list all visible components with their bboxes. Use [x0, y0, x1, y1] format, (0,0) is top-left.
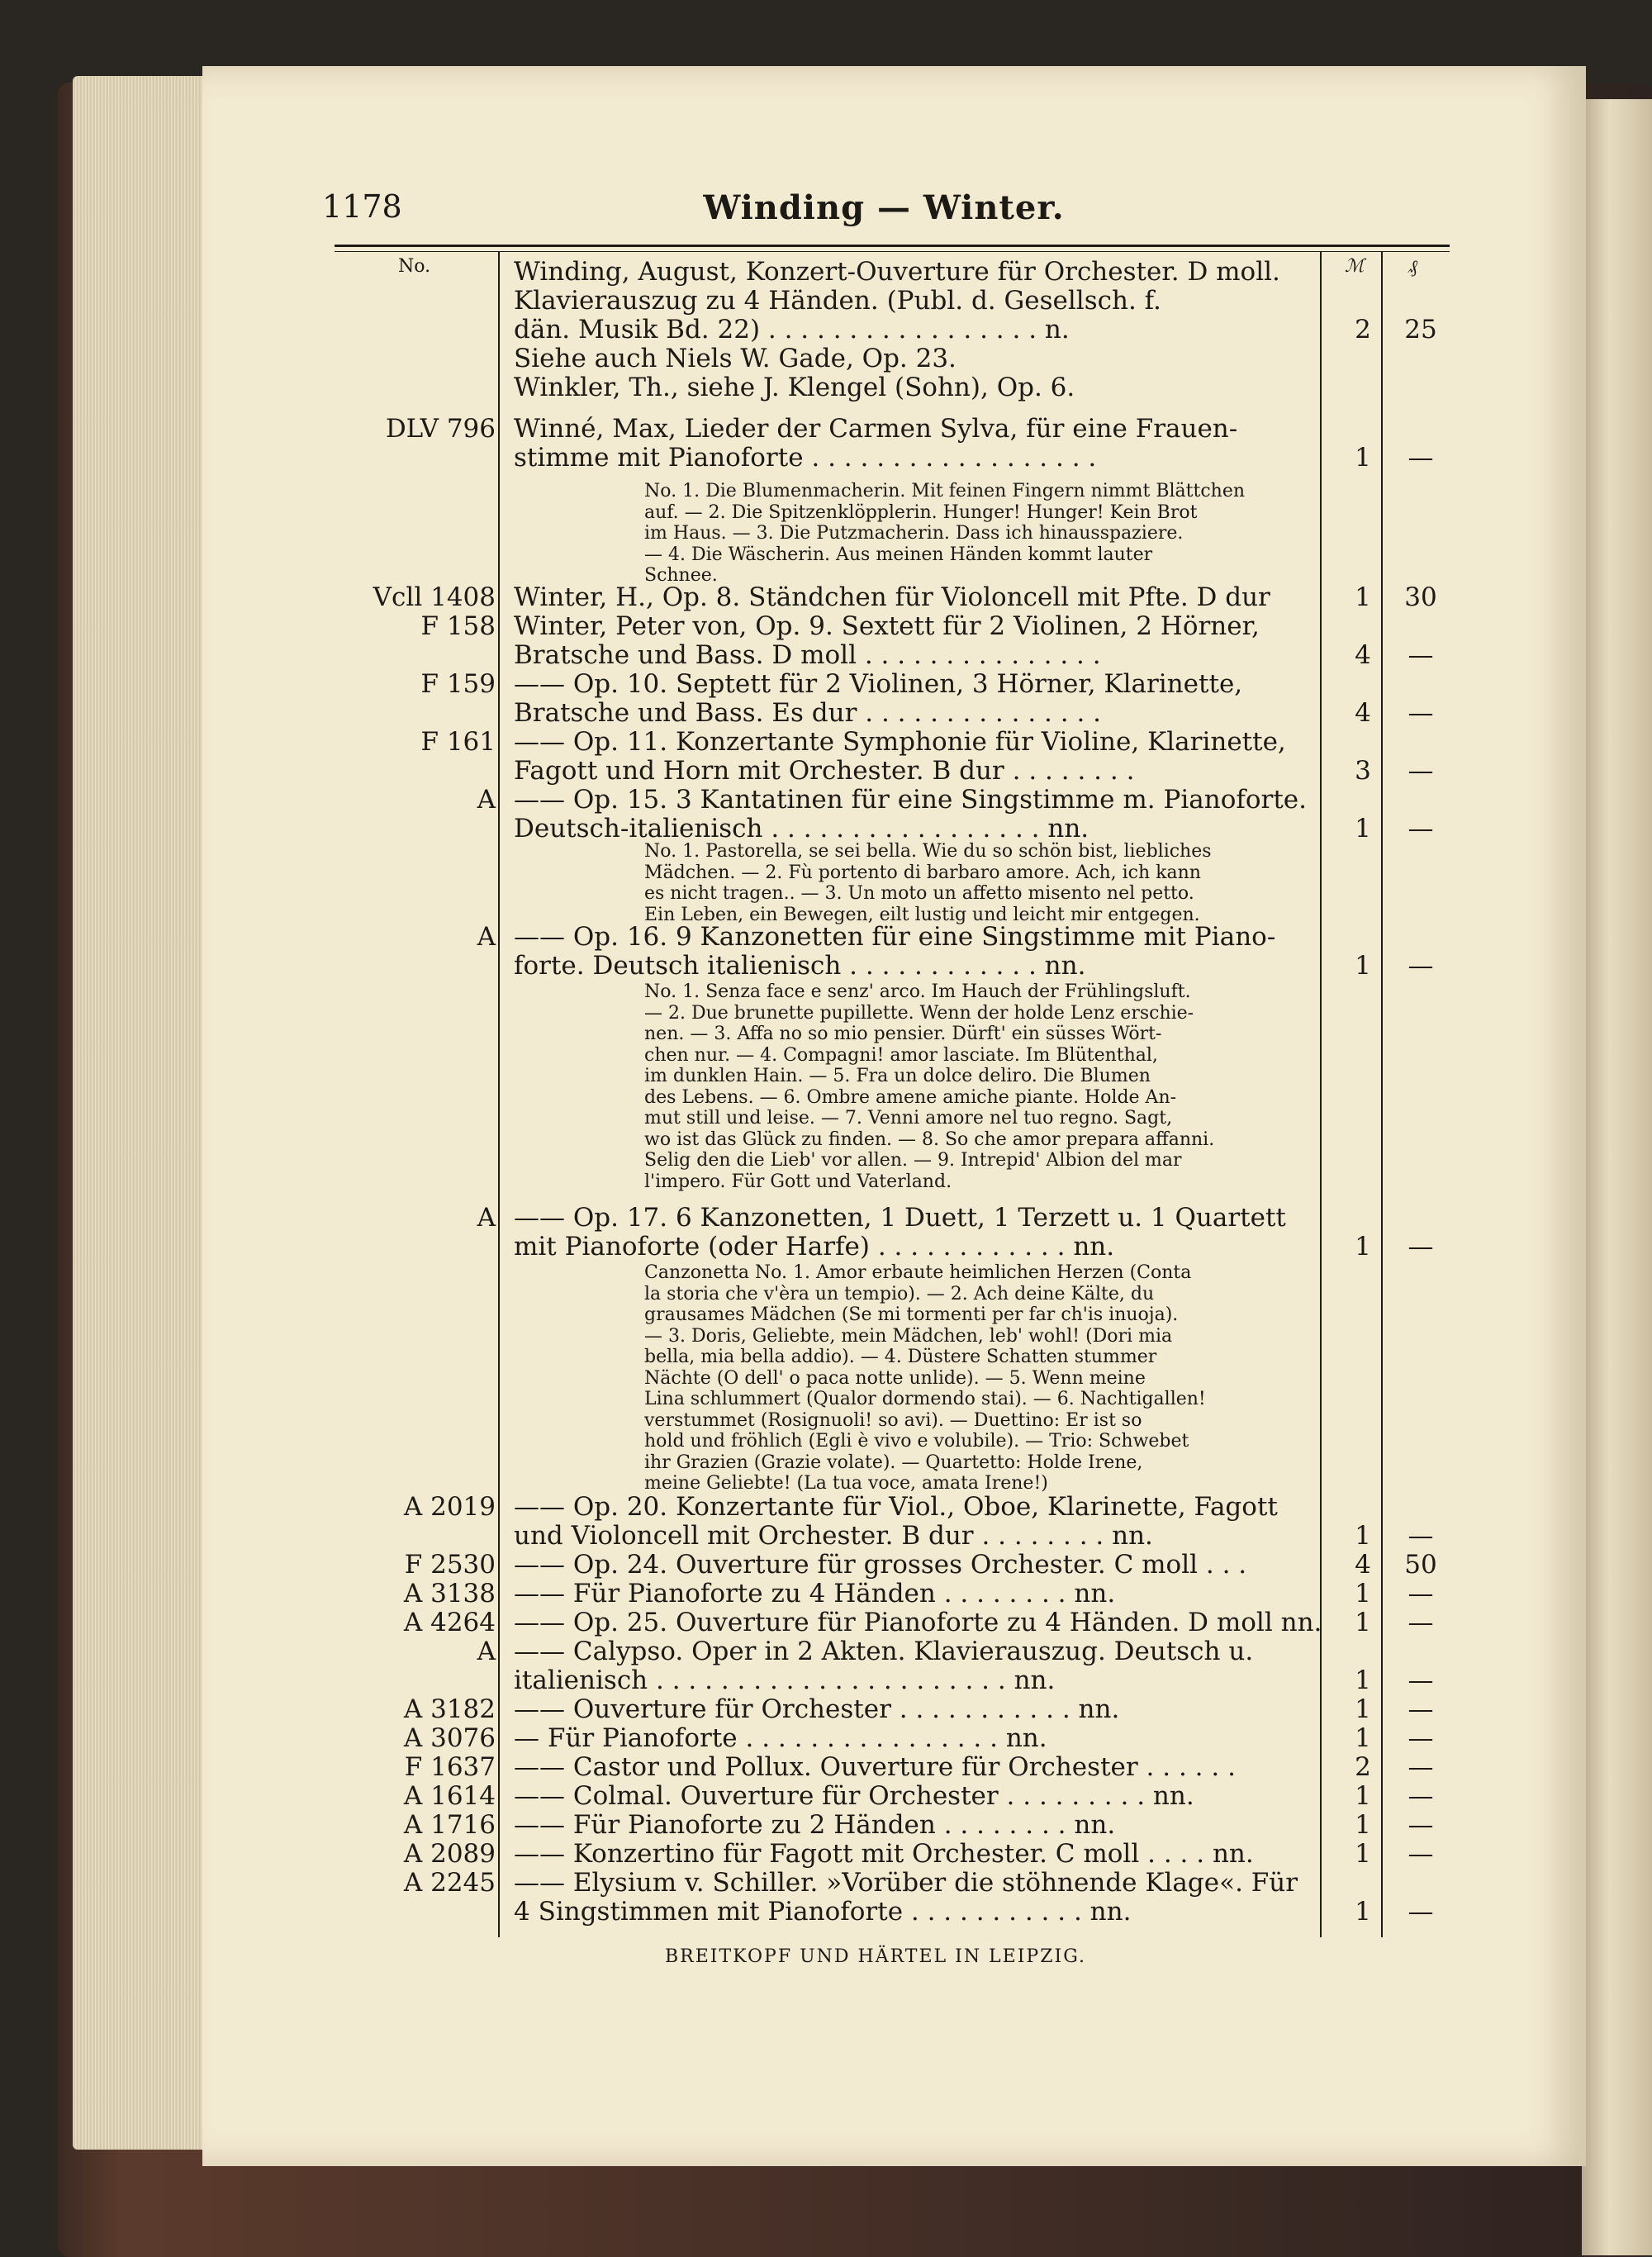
- note-line: — 3. Doris, Geliebte, mein Mädchen, leb' wohl! (Dori mia: [644, 1325, 1173, 1347]
- note-line: Nächte (O dell' o paca notte unlide). — 5. Wenn meine: [644, 1367, 1146, 1389]
- entry-row: [330, 1869, 1454, 1898]
- entry-text: —— Colmal. Ouverture für Orchester . . . . . . . . . nn.: [514, 1781, 1194, 1811]
- entry-number: Vcll 1408: [373, 582, 496, 612]
- entry-text: —— Op. 11. Konzertante Symphonie für Violine, Klarinette,: [514, 727, 1286, 757]
- note-line: mut still und leise. — 7. Venni amore nel tuo regno. Sagt,: [644, 1108, 1173, 1128]
- entry-row: [330, 923, 1454, 952]
- entry-price-pf: —: [1408, 443, 1434, 473]
- entry-price-pf: —: [1408, 1521, 1434, 1551]
- note-line: ihr Grazien (Grazie volate). — Quartetto: Holde Irene,: [644, 1452, 1143, 1473]
- entry-text: Fagott und Horn mit Orchester. B dur . . . . . . . .: [514, 756, 1135, 786]
- entry-row: [330, 1782, 1454, 1811]
- note-line: meine Geliebte! (La tua voce, amata Irene!): [644, 1473, 1048, 1494]
- entry-number: A 3138: [403, 1579, 496, 1608]
- entry-text: —— Op. 25. Ouverture für Pianoforte zu 4 Händen. D moll nn.: [514, 1608, 1322, 1637]
- note-op16-canzonets: [644, 981, 1313, 1192]
- entry-text: — Für Pianoforte . . . . . . . . . . . . . . . . nn.: [514, 1723, 1047, 1753]
- entry-row: [330, 1608, 1454, 1637]
- entry-price-mark: 1: [1355, 1694, 1371, 1724]
- entry-number: A: [477, 1203, 496, 1233]
- entry-price-pf: —: [1408, 1608, 1434, 1637]
- entry-price-mark: 1: [1355, 1839, 1371, 1869]
- entry-price-pf: —: [1408, 1839, 1434, 1869]
- note-line: hold und fröhlich (Egli è vivo e volubile). — Trio: Schwebet: [644, 1431, 1189, 1452]
- entry-row: [330, 815, 1454, 843]
- entry-price-mark: 2: [1355, 1752, 1371, 1782]
- note-line: l'impero. Für Gott und Vaterland.: [644, 1171, 952, 1192]
- entry-row: [330, 444, 1454, 473]
- note-line: grausames Mädchen (Se mi tormenti per far ch'is inuoja).: [644, 1304, 1179, 1325]
- entry-text: Winding, August, Konzert-Ouverture für Orchester. D moll.: [514, 257, 1280, 287]
- note-op15-cantatinas: [644, 841, 1313, 925]
- entry-row: [330, 1666, 1454, 1695]
- entry-text: —— Castor und Pollux. Ouverture für Orchester . . . . . .: [514, 1752, 1236, 1782]
- note-line: im Haus. — 3. Die Putzmacherin. Dass ich hinausspaziere.: [644, 523, 1184, 544]
- entry-text: Winter, H., Op. 8. Ständchen für Violoncell mit Pfte. D dur: [514, 582, 1270, 612]
- note-line: wo ist das Glück zu finden. — 8. So che amor prepara affanni.: [644, 1128, 1215, 1150]
- entry-price-mark: 1: [1355, 1781, 1371, 1811]
- entry-row: [330, 641, 1454, 670]
- entry-text: und Violoncell mit Orchester. B dur . . . . . . . . nn.: [514, 1521, 1153, 1551]
- entry-number: A 3182: [403, 1694, 496, 1724]
- note-line: — 2. Due brunette pupillette. Wenn der holde Lenz erschie-: [644, 1002, 1194, 1024]
- entry-price-mark: 1: [1355, 443, 1371, 473]
- note-line: — 4. Die Wäscherin. Aus meinen Händen kommt lauter: [644, 544, 1153, 565]
- note-line: Mädchen. — 2. Fù portento di barbaro amore. Ach, ich kann: [644, 862, 1201, 883]
- entry-text: —— Ouverture für Orchester . . . . . . . . . . . nn.: [514, 1694, 1120, 1724]
- entry-text: Winter, Peter von, Op. 9. Sextett für 2 Violinen, 2 Hörner,: [514, 611, 1260, 641]
- note-winne-songs: [644, 481, 1313, 587]
- entry-row: [330, 316, 1454, 344]
- entry-row: [330, 373, 1454, 402]
- publisher-footer: BREITKOPF UND HÄRTEL IN LEIPZIG.: [665, 1946, 1086, 1967]
- note-line: es nicht tragen.. — 3. Un moto un affetto misento nel petto.: [644, 883, 1194, 904]
- entry-row: [330, 1204, 1454, 1233]
- column-header-mark: ℳ: [1345, 256, 1365, 277]
- entry-text: —— Für Pianoforte zu 4 Händen . . . . . . . . nn.: [514, 1579, 1116, 1608]
- entry-price-mark: 1: [1355, 582, 1371, 612]
- entry-text: mit Pianoforte (oder Harfe) . . . . . . . . . . . . nn.: [514, 1232, 1115, 1262]
- entry-text: —— Op. 15. 3 Kantatinen für eine Singstimme m. Pianoforte.: [514, 785, 1307, 815]
- entry-number: A 2019: [403, 1492, 496, 1522]
- entry-text: Bratsche und Bass. Es dur . . . . . . . . . . . . . . .: [514, 698, 1102, 728]
- entry-price-mark: 1: [1355, 1608, 1371, 1637]
- note-line: im dunklen Hain. — 5. Fra un dolce deliro. Die Blumen: [644, 1066, 1151, 1086]
- entry-price-pf: —: [1408, 1723, 1434, 1753]
- entry-row: [330, 1840, 1454, 1869]
- entry-row: [330, 757, 1454, 786]
- entry-price-mark: 1: [1355, 814, 1371, 843]
- page-title: Winding — Winter.: [703, 188, 1065, 227]
- entry-row: [330, 583, 1454, 612]
- entry-price-mark: 1: [1355, 951, 1371, 981]
- entry-row: [330, 344, 1454, 373]
- entry-row: [330, 1724, 1454, 1753]
- entry-text: —— Elysium v. Schiller. »Vorüber die stöhnende Klage«. Für: [514, 1868, 1298, 1898]
- entry-row: [330, 612, 1454, 641]
- entry-text: Deutsch-italienisch . . . . . . . . . . . . . . . . . nn.: [514, 814, 1089, 843]
- entry-price-mark: 1: [1355, 1810, 1371, 1840]
- entry-row: [330, 1811, 1454, 1840]
- entry-text: forte. Deutsch italienisch . . . . . . . . . . . . nn.: [514, 951, 1086, 981]
- page-number: 1178: [322, 188, 402, 225]
- entry-text: Winkler, Th., siehe J. Klengel (Sohn), Op. 6.: [514, 373, 1075, 402]
- entry-row: [330, 1695, 1454, 1724]
- entry-price-pf: —: [1408, 1579, 1434, 1608]
- entry-row: [330, 1637, 1454, 1666]
- entry-number: F 161: [420, 727, 496, 757]
- entry-row: [330, 952, 1454, 981]
- entry-text: —— Calypso. Oper in 2 Akten. Klavierauszug. Deutsch u.: [514, 1637, 1254, 1666]
- note-line: verstummet (Rosignuoli! so avi). — Duettino: Er ist so: [644, 1409, 1142, 1431]
- entry-number: A 4264: [403, 1608, 496, 1637]
- entry-text: —— Op. 17. 6 Kanzonetten, 1 Duett, 1 Terzett u. 1 Quartett: [514, 1203, 1286, 1233]
- entry-row: [330, 1580, 1454, 1608]
- entry-number: A 1716: [403, 1810, 496, 1840]
- entry-number: A 3076: [403, 1723, 496, 1753]
- entry-number: F 159: [420, 669, 496, 699]
- entry-price-mark: 1: [1355, 1897, 1371, 1927]
- entry-number: A: [477, 785, 496, 815]
- header-rule: [335, 245, 1450, 247]
- entry-price-pf: —: [1408, 1781, 1434, 1811]
- entry-price-mark: 1: [1355, 1579, 1371, 1608]
- entry-text: —— Op. 24. Ouverture für grosses Orchester. C moll . . .: [514, 1550, 1247, 1580]
- entry-text: dän. Musik Bd. 22) . . . . . . . . . . . . . . . . . n.: [514, 315, 1070, 344]
- entry-row: [330, 1233, 1454, 1262]
- entry-number: DLV 796: [385, 414, 496, 444]
- entry-price-pf: 25: [1404, 315, 1437, 344]
- entry-number: F 1637: [404, 1752, 496, 1782]
- entry-row: [330, 1493, 1454, 1522]
- entry-text: stimme mit Pianoforte . . . . . . . . . . . . . . . . . .: [514, 443, 1097, 473]
- entry-text: Bratsche und Bass. D moll . . . . . . . . . . . . . . .: [514, 640, 1101, 670]
- note-line: des Lebens. — 6. Ombre amene amiche piante. Holde An-: [644, 1086, 1177, 1108]
- entry-price-pf: 30: [1404, 582, 1437, 612]
- entry-price-pf: —: [1408, 1810, 1434, 1840]
- entry-row: [330, 728, 1454, 757]
- entry-row: [330, 1551, 1454, 1580]
- note-line: Selig den die Lieb' vor allen. — 9. Intrepid' Albion del mar: [644, 1150, 1182, 1171]
- page-edges: [73, 76, 213, 2150]
- entry-number: A 2245: [403, 1868, 496, 1898]
- entry-price-mark: 1: [1355, 1521, 1371, 1551]
- entry-text: Winné, Max, Lieder der Carmen Sylva, für eine Frauen-: [514, 414, 1238, 444]
- note-line: No. 1. Senza face e senz' arco. Im Hauch der Frühlingsluft.: [644, 981, 1191, 1002]
- page-header: [322, 188, 1446, 238]
- column-header-no: No.: [398, 256, 431, 277]
- entry-price-pf: —: [1408, 640, 1434, 670]
- entry-number: F 158: [420, 611, 496, 641]
- entry-price-pf: —: [1408, 1752, 1434, 1782]
- entry-row: [330, 786, 1454, 815]
- entry-text: —— Für Pianoforte zu 2 Händen . . . . . . . . nn.: [514, 1810, 1116, 1840]
- entry-number: A 1614: [403, 1781, 496, 1811]
- note-line: la storia che v'èra un tempio). — 2. Ach deine Kälte, du: [644, 1283, 1155, 1304]
- note-line: bella, mia bella addio). — 4. Düstere Schatten stummer: [644, 1347, 1157, 1367]
- entry-text: —— Op. 16. 9 Kanzonetten für eine Singstimme mit Piano-: [514, 922, 1276, 952]
- entry-number: F 2530: [404, 1550, 496, 1580]
- entry-price-pf: —: [1408, 1897, 1434, 1927]
- entry-text: italienisch . . . . . . . . . . . . . . . . . . . . . . nn.: [514, 1665, 1056, 1695]
- entry-row: [330, 415, 1454, 444]
- entry-row: [330, 258, 1454, 287]
- entry-text: —— Konzertino für Fagott mit Orchester. C moll . . . . nn.: [514, 1839, 1254, 1869]
- entry-price-mark: 4: [1355, 698, 1371, 728]
- entry-price-mark: 1: [1355, 1232, 1371, 1262]
- note-line: chen nur. — 4. Compagni! amor lasciate. Im Blütenthal,: [644, 1044, 1158, 1066]
- column-header-pf: ₰: [1408, 257, 1417, 278]
- entry-text: Siehe auch Niels W. Gade, Op. 23.: [514, 344, 957, 373]
- entry-number: A: [477, 1637, 496, 1666]
- entry-text: Klavierauszug zu 4 Händen. (Publ. d. Gesellsch. f.: [514, 286, 1161, 316]
- note-line: No. 1. Die Blumenmacherin. Mit feinen Fingern nimmt Blättchen: [644, 481, 1246, 501]
- entry-row: [330, 1753, 1454, 1782]
- entry-row: [330, 670, 1454, 699]
- note-line: Ein Leben, ein Bewegen, eilt lustig und leicht mir entgegen.: [644, 904, 1200, 925]
- entry-row: [330, 1522, 1454, 1551]
- note-line: Schnee.: [644, 565, 718, 586]
- entry-row: [330, 1898, 1454, 1927]
- entry-price-mark: 3: [1355, 756, 1371, 786]
- entry-price-pf: —: [1408, 756, 1434, 786]
- entry-price-pf: —: [1408, 814, 1434, 843]
- entry-text: —— Op. 20. Konzertante für Viol., Oboe, Klarinette, Fagott: [514, 1492, 1278, 1522]
- entry-price-mark: 1: [1355, 1665, 1371, 1695]
- entry-price-pf: —: [1408, 1665, 1434, 1695]
- entry-row: [330, 699, 1454, 728]
- entry-text: —— Op. 10. Septett für 2 Violinen, 3 Hörner, Klarinette,: [514, 669, 1243, 699]
- note-op17-canzonets: [644, 1262, 1313, 1494]
- note-line: Canzonetta No. 1. Amor erbaute heimlichen Herzen (Conta: [644, 1262, 1192, 1283]
- entry-price-mark: 4: [1355, 1550, 1371, 1580]
- entry-price-pf: —: [1408, 1694, 1434, 1724]
- entry-price-pf: —: [1408, 698, 1434, 728]
- entry-text: 4 Singstimmen mit Pianoforte . . . . . . . . . . . nn.: [514, 1897, 1132, 1927]
- entry-price-mark: 1: [1355, 1723, 1371, 1753]
- entry-number: A: [477, 922, 496, 952]
- note-line: nen. — 3. Affa no so mio pensier. Dürft' ein süsses Wört-: [644, 1024, 1162, 1044]
- note-line: No. 1. Pastorella, se sei bella. Wie du so schön bist, liebliches: [644, 841, 1212, 862]
- note-line: auf. — 2. Die Spitzenklöpplerin. Hunger! Hunger! Kein Brot: [644, 501, 1198, 523]
- note-line: Lina schlummert (Qualor dormendo stai). — 6. Nachtigallen!: [644, 1389, 1206, 1409]
- entry-number: A 2089: [403, 1839, 496, 1869]
- entry-price-mark: 4: [1355, 640, 1371, 670]
- entry-price-pf: —: [1408, 951, 1434, 981]
- header-rule-thin: [335, 251, 1450, 252]
- entry-price-pf: 50: [1404, 1550, 1437, 1580]
- entry-price-pf: —: [1408, 1232, 1434, 1262]
- entry-price-mark: 2: [1355, 315, 1371, 344]
- entry-row: [330, 287, 1454, 316]
